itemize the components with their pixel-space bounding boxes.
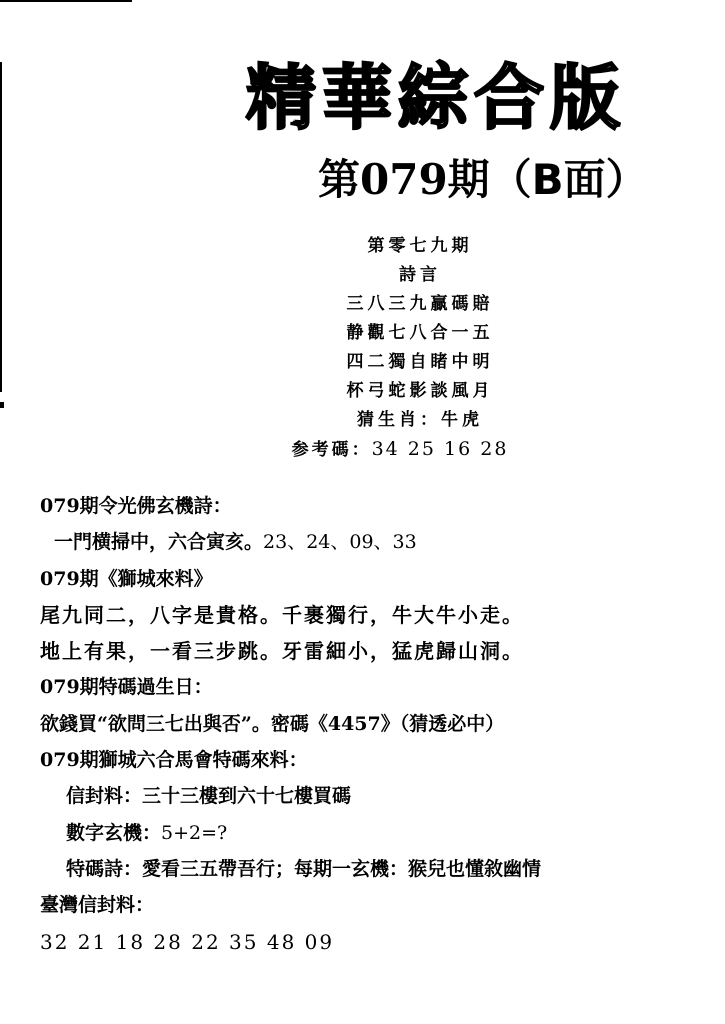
poem-heading: 詩言: [399, 265, 441, 285]
issue-heading: [318, 150, 648, 210]
border-top-line: [0, 0, 132, 2]
section-heading: 079期獅城六合馬會特碼來料：: [40, 749, 308, 772]
margin-mark: [0, 402, 4, 408]
final-numbers: 32 21 18 28 22 35 48 09: [40, 929, 335, 954]
section-heading: 臺灣信封料：: [40, 894, 155, 917]
section-heading: 079期《獅城來料》: [40, 567, 213, 590]
reference-values: 34 25 16 28: [371, 438, 509, 460]
poem-line: 三八三九贏碼賠: [346, 294, 494, 314]
border-left-line: [0, 62, 2, 392]
section-line: 信封料：三十三樓到六十七樓買碼: [66, 785, 352, 808]
issue-number: 第079期: [318, 155, 490, 204]
poem-zodiac: 猜生肖：牛虎: [357, 410, 483, 430]
section-numbers: 5+2=?: [161, 821, 228, 844]
section-text: 數字玄機：: [66, 821, 162, 844]
section-line: 地上有果，一看三步跳。牙雷細小，猛虎歸山洞。: [40, 639, 524, 664]
poem-issue: 第零七九期: [367, 236, 473, 256]
section-heading: 079期特碼過生日：: [40, 676, 213, 699]
section-line: 尾九同二，八字是貴格。千裹獨行，牛大牛小走。: [40, 602, 524, 627]
section-line: [40, 815, 720, 851]
poem-line: 杯弓蛇影談風月: [346, 381, 494, 401]
issue-side: （B面）: [489, 155, 648, 204]
section-numbers: 23、24、09、33: [263, 531, 417, 554]
section-line: 特碼詩：愛看三五帶吾行；每期一玄機：猴兒也懂敘幽情: [66, 857, 542, 880]
section-line: [40, 524, 720, 560]
reference-numbers: [210, 435, 590, 464]
section-line: 欲錢買“欲問三七出與否”。密碼《4457》（猜透必中）: [40, 712, 505, 735]
poem-block: [250, 232, 590, 464]
poem-line: 静觀七八合一五: [346, 323, 494, 343]
reference-label: 参考碼：: [291, 440, 372, 460]
section-heading: 079期令光佛玄機詩：: [40, 495, 232, 517]
content-body: [40, 488, 720, 960]
poem-line: 四二獨自睹中明: [346, 352, 494, 372]
section-text: 一門横掃中，六合寅亥。: [54, 531, 264, 554]
page-title: 精華綜合版: [246, 57, 626, 139]
